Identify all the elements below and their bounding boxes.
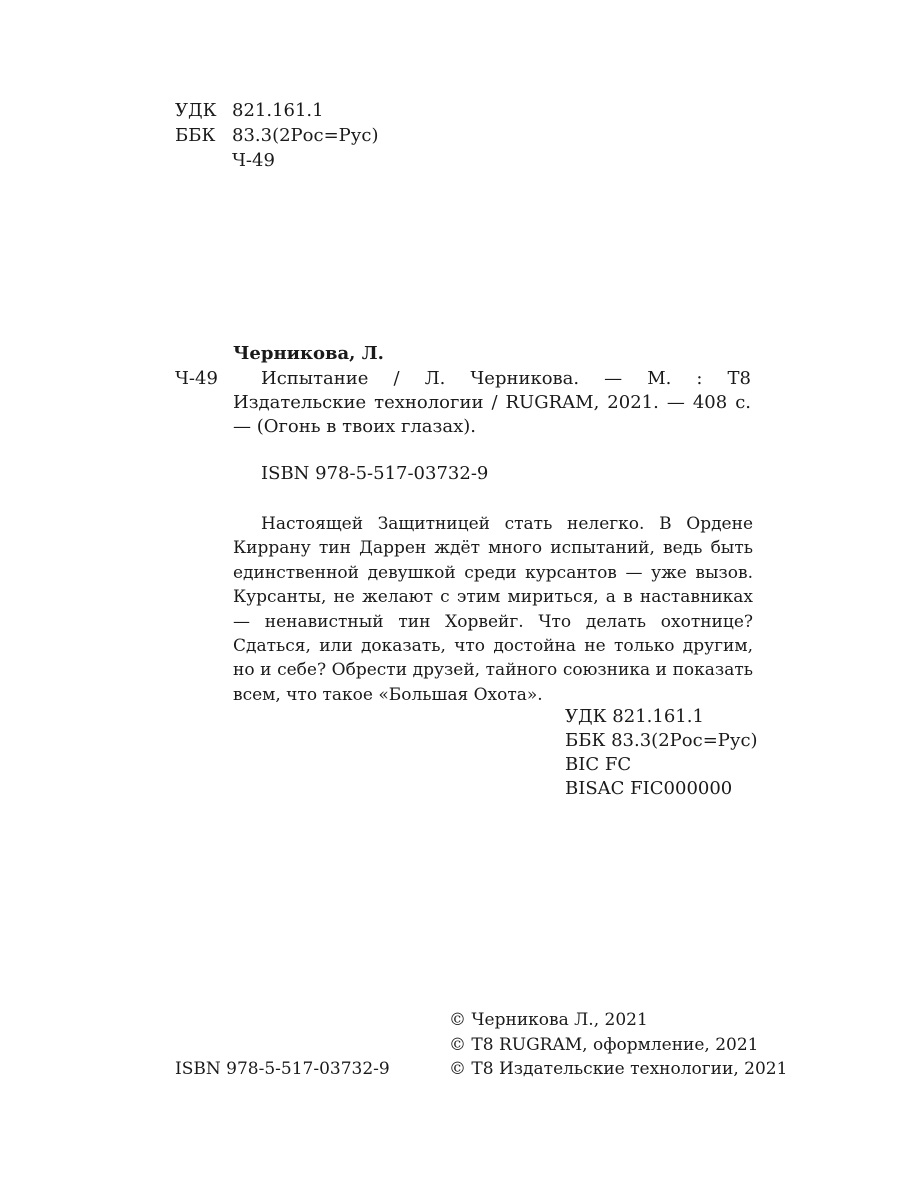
- annotation: Настоящей Защитницей стать нелегко. В Ордене Киррану тин Даррен ждёт много испытаний, ведь быть единственной девушкой среди курсантов — уже вызов. Курсанты, не желают с этим мириться, а в наставниках — ненавистный тин Хорвейг. Что делать охотнице? Сдаться, или доказать, что достойна не только другим, но и себе? Обрести друзей, тайного союзника и показать всем, что такое «Большая Охота».: [233, 514, 753, 705]
- code-udk: УДК 821.161.1: [565, 706, 704, 727]
- udk-value: 821.161.1: [232, 100, 324, 121]
- bbk-value: 83.3(2Рос=Рус): [232, 125, 379, 146]
- copyright-block: [449, 1008, 787, 1082]
- code-bisac: BISAC FIC000000: [565, 778, 733, 799]
- code-bbk: ББК 83.3(2Рос=Рус): [565, 730, 758, 751]
- copyright-publisher: © Т8 Издательские технологии, 2021: [449, 1059, 788, 1079]
- copyright-design: © Т8 RUGRAM, оформление, 2021: [449, 1034, 759, 1055]
- footer-isbn: ISBN 978-5-517-03732-9: [175, 1059, 390, 1079]
- code-bic: BIC FC: [565, 754, 632, 775]
- copyright-author: © Черникова Л., 2021: [449, 1010, 648, 1030]
- author-sign: Ч-49: [232, 150, 275, 171]
- bibliographic-description: Испытание / Л. Черникова. — М. : Т8 Издательские технологии / RUGRAM, 2021. — 408 с. — (Огонь в твоих глазах).: [233, 368, 751, 437]
- bbk-label: ББК: [175, 125, 216, 146]
- udk-label: УДК: [175, 100, 217, 121]
- card-author: Черникова, Л.: [233, 343, 384, 364]
- classification-codes: [565, 705, 758, 801]
- card-isbn: ISBN 978-5-517-03732-9: [261, 463, 489, 484]
- card-author-sign: Ч-49: [175, 368, 218, 389]
